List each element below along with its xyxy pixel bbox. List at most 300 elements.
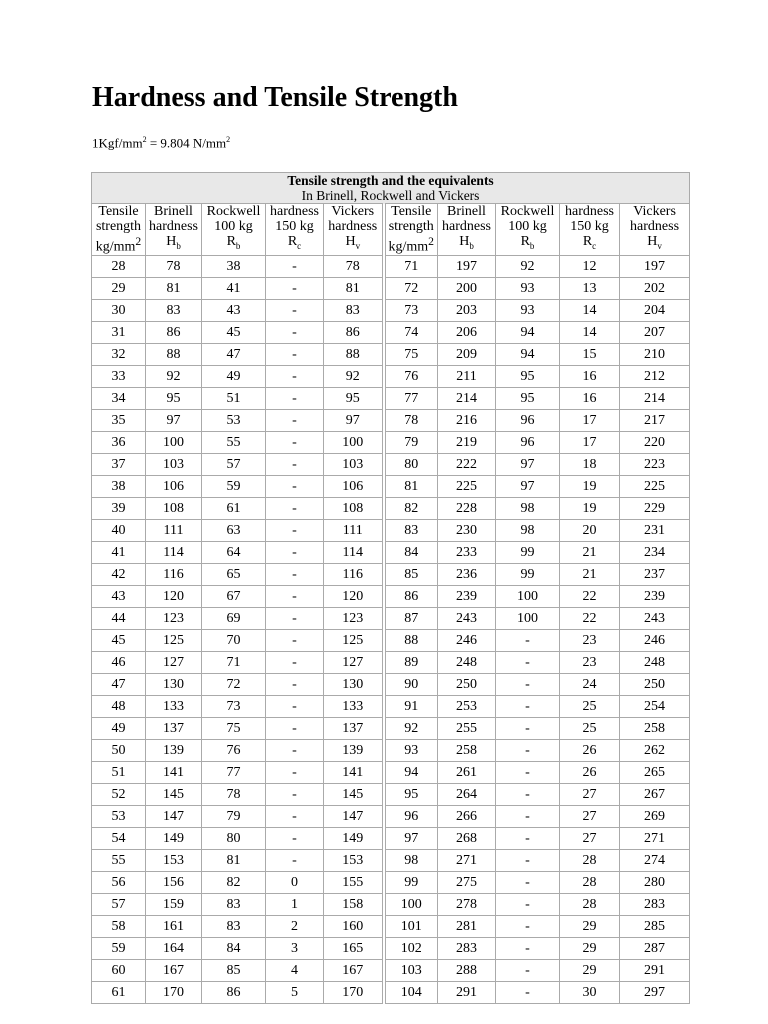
table-cell: 3 [266, 937, 324, 959]
symbol-subscript: b [235, 241, 241, 252]
table-cell: 92 [384, 717, 438, 739]
table-cell: - [266, 717, 324, 739]
table-row [92, 805, 690, 827]
table-cell: 88 [146, 343, 202, 365]
table-cell: 94 [496, 321, 560, 343]
table-cell: 89 [384, 651, 438, 673]
table-cell: 246 [438, 629, 496, 651]
table-row [92, 541, 690, 563]
column-header-line-1: Brinell [447, 204, 486, 220]
table-cell: 159 [146, 893, 202, 915]
table-cell: 127 [146, 651, 202, 673]
table-row [92, 431, 690, 453]
column-header [438, 204, 496, 256]
table-cell: 204 [620, 299, 690, 321]
column-header-line-1: Tensile [98, 204, 139, 219]
table-cell: 116 [146, 563, 202, 585]
table-cell: 86 [146, 321, 202, 343]
table-cell: 19 [560, 497, 620, 519]
table-cell: 145 [146, 783, 202, 805]
column-header [620, 204, 690, 256]
column-header-symbol [438, 234, 495, 254]
table-row [92, 475, 690, 497]
table-cell: 73 [202, 695, 266, 717]
table-row [92, 849, 690, 871]
table-cell: 45 [202, 321, 266, 343]
table-cell: 87 [384, 607, 438, 629]
symbol-subscript: c [592, 241, 597, 252]
table-cell: 5 [266, 981, 324, 1003]
table-row [92, 937, 690, 959]
column-header-line-2: hardness [630, 219, 680, 235]
table-cell: 243 [438, 607, 496, 629]
table-cell: 214 [438, 387, 496, 409]
column-header-symbol [386, 234, 438, 255]
table-cell: 59 [202, 475, 266, 497]
table-cell: 120 [146, 585, 202, 607]
table-cell: 41 [202, 277, 266, 299]
table-row [92, 365, 690, 387]
table-cell: 34 [92, 387, 146, 409]
table-cell: 57 [202, 453, 266, 475]
table-row [92, 585, 690, 607]
table-cell: 93 [496, 299, 560, 321]
column-header [266, 204, 324, 256]
table-cell: - [496, 805, 560, 827]
table-cell: - [496, 673, 560, 695]
table-cell: 38 [92, 475, 146, 497]
table-cell: 250 [438, 673, 496, 695]
table-cell: 81 [202, 849, 266, 871]
table-cell: 170 [324, 981, 384, 1003]
symbol-subscript: b [529, 241, 535, 252]
table-cell: - [266, 783, 324, 805]
table-cell: 212 [620, 365, 690, 387]
table-cell: 82 [202, 871, 266, 893]
table-cell: 95 [324, 387, 384, 409]
table-cell: 80 [384, 453, 438, 475]
table-cell: 253 [438, 695, 496, 717]
table-cell: 67 [202, 585, 266, 607]
table-row [92, 717, 690, 739]
symbol-subscript: c [297, 241, 302, 252]
table-cell: 261 [438, 761, 496, 783]
table-cell: 59 [92, 937, 146, 959]
table-cell: 83 [324, 299, 384, 321]
column-header-symbol [496, 234, 559, 254]
table-cell: 100 [384, 893, 438, 915]
table-cell: 123 [324, 607, 384, 629]
conversion-lhs: 1Kgf/mm [92, 135, 143, 151]
table-cell: 80 [202, 827, 266, 849]
table-cell: 49 [92, 717, 146, 739]
column-header-line-2: strength [388, 219, 434, 234]
table-cell: 158 [324, 893, 384, 915]
table-cell: 20 [560, 519, 620, 541]
table-cell: 29 [560, 915, 620, 937]
table-cell: 28 [92, 255, 146, 277]
table-cell: 74 [384, 321, 438, 343]
table-cell: 90 [384, 673, 438, 695]
column-header-symbol [202, 234, 265, 254]
table-cell: - [496, 695, 560, 717]
table-cell: 108 [146, 497, 202, 519]
table-cell: 214 [620, 387, 690, 409]
table-row [92, 871, 690, 893]
table-cell: 99 [384, 871, 438, 893]
table-cell: - [496, 981, 560, 1003]
table-cell: - [266, 475, 324, 497]
conversion-exponent-2: 2 [226, 135, 231, 144]
table-cell: 287 [620, 937, 690, 959]
table-cell: 27 [560, 827, 620, 849]
table-cell: - [266, 519, 324, 541]
table-cell: 255 [438, 717, 496, 739]
table-cell: 106 [324, 475, 384, 497]
table-cell: - [266, 563, 324, 585]
table-cell: 29 [92, 277, 146, 299]
table-cell: 95 [146, 387, 202, 409]
table-cell: 100 [146, 431, 202, 453]
column-header-symbol [620, 234, 689, 254]
table-cell: 283 [620, 893, 690, 915]
table-cell: 31 [92, 321, 146, 343]
table-cell: 51 [202, 387, 266, 409]
column-header [384, 204, 438, 256]
table-cell: 37 [92, 453, 146, 475]
table-cell: 170 [146, 981, 202, 1003]
column-header-line-2: hardness [328, 219, 378, 235]
table-row [92, 277, 690, 299]
table-cell: 106 [146, 475, 202, 497]
table-cell: 94 [384, 761, 438, 783]
table-cell: - [496, 871, 560, 893]
table-cell: 57 [92, 893, 146, 915]
table-cell: 28 [560, 849, 620, 871]
table-cell: 47 [202, 343, 266, 365]
table-cell: - [496, 937, 560, 959]
table-cell: 229 [620, 497, 690, 519]
table-cell: 104 [384, 981, 438, 1003]
table-cell: 47 [92, 673, 146, 695]
table-cell: 35 [92, 409, 146, 431]
table-cell: 283 [438, 937, 496, 959]
table-cell: 42 [92, 563, 146, 585]
table-cell: 266 [438, 805, 496, 827]
table-cell: 156 [146, 871, 202, 893]
table-cell: 200 [438, 277, 496, 299]
table-cell: 56 [92, 871, 146, 893]
table-cell: 95 [384, 783, 438, 805]
table-cell: 127 [324, 651, 384, 673]
table-cell: 228 [438, 497, 496, 519]
table-cell: - [266, 585, 324, 607]
table-cell: 83 [202, 893, 266, 915]
table-cell: 91 [384, 695, 438, 717]
table-cell: - [266, 629, 324, 651]
table-cell: - [496, 761, 560, 783]
table-cell: 76 [384, 365, 438, 387]
column-header-line-1: hardness [565, 204, 614, 220]
table-cell: 223 [620, 453, 690, 475]
table-cell: 145 [324, 783, 384, 805]
table-cell: 153 [146, 849, 202, 871]
table-cell: 79 [202, 805, 266, 827]
table-row [92, 915, 690, 937]
table-cell: 26 [560, 739, 620, 761]
table-cell: - [266, 343, 324, 365]
table-row [92, 959, 690, 981]
table-cell: 55 [202, 431, 266, 453]
table-cell: 216 [438, 409, 496, 431]
column-header [92, 204, 146, 256]
table-cell: 94 [496, 343, 560, 365]
table-cell: 81 [384, 475, 438, 497]
table-cell: 103 [324, 453, 384, 475]
table-cell: 30 [92, 299, 146, 321]
table-cell: 237 [620, 563, 690, 585]
table-cell: 100 [496, 607, 560, 629]
table-cell: 28 [560, 893, 620, 915]
table-cell: 269 [620, 805, 690, 827]
table-cell: 26 [560, 761, 620, 783]
table-row [92, 695, 690, 717]
table-cell: 51 [92, 761, 146, 783]
table-cell: 153 [324, 849, 384, 871]
table-cell: 85 [384, 563, 438, 585]
table-cell: 108 [324, 497, 384, 519]
table-cell: 22 [560, 607, 620, 629]
table-cell: 161 [146, 915, 202, 937]
table-cell: 18 [560, 453, 620, 475]
table-cell: 231 [620, 519, 690, 541]
column-header-line-2: hardness [149, 219, 198, 235]
symbol-subscript: b [469, 241, 474, 252]
table-cell: - [496, 959, 560, 981]
table-cell: 53 [202, 409, 266, 431]
table-cell: 86 [324, 321, 384, 343]
table-cell: 43 [202, 299, 266, 321]
table-cell: 125 [146, 629, 202, 651]
table-cell: 60 [92, 959, 146, 981]
table-cell: 271 [438, 849, 496, 871]
table-cell: 236 [438, 563, 496, 585]
table-cell: 125 [324, 629, 384, 651]
table-header-row [92, 204, 690, 256]
table-cell: 96 [384, 805, 438, 827]
table-cell: 21 [560, 541, 620, 563]
table-cell: 262 [620, 739, 690, 761]
table-cell: 53 [92, 805, 146, 827]
table-cell: 25 [560, 695, 620, 717]
table-cell: - [266, 299, 324, 321]
table-cell: 83 [146, 299, 202, 321]
table-cell: 92 [146, 365, 202, 387]
column-header-line-1: Vickers [633, 204, 676, 220]
table-cell: 139 [324, 739, 384, 761]
column-header [560, 204, 620, 256]
table-cell: 86 [384, 585, 438, 607]
table-cell: 147 [146, 805, 202, 827]
table-cell: 29 [560, 959, 620, 981]
table-cell: 70 [202, 629, 266, 651]
symbol-base: H [459, 234, 470, 250]
table-cell: 78 [384, 409, 438, 431]
table-cell: - [266, 849, 324, 871]
table-cell: 99 [496, 563, 560, 585]
symbol-subscript: b [176, 241, 181, 252]
table-cell: - [266, 739, 324, 761]
table-row [92, 497, 690, 519]
table-cell: 278 [438, 893, 496, 915]
unit-conversion-note [92, 135, 230, 151]
table-cell: 111 [146, 519, 202, 541]
table-cell: 30 [560, 981, 620, 1003]
table-cell: - [496, 783, 560, 805]
column-header [324, 204, 384, 256]
table-row [92, 761, 690, 783]
table-cell: 202 [620, 277, 690, 299]
table-cell: 4 [266, 959, 324, 981]
table-cell: 71 [384, 255, 438, 277]
table-row [92, 827, 690, 849]
table-cell: 96 [496, 409, 560, 431]
table-cell: 116 [324, 563, 384, 585]
table-cell: 14 [560, 321, 620, 343]
table-cell: 297 [620, 981, 690, 1003]
table-cell: 28 [560, 871, 620, 893]
table-cell: 246 [620, 629, 690, 651]
symbol-base: R [520, 234, 530, 250]
table-cell: 84 [384, 541, 438, 563]
table-cell: 265 [620, 761, 690, 783]
table-cell: 147 [324, 805, 384, 827]
column-header-line-2: 150 kg [275, 219, 314, 235]
table-cell: 46 [92, 651, 146, 673]
table-cell: 98 [496, 497, 560, 519]
symbol-base: H [345, 234, 356, 250]
table-cell: 72 [384, 277, 438, 299]
table-row [92, 783, 690, 805]
table-cell: - [266, 761, 324, 783]
table-cell: 274 [620, 849, 690, 871]
hardness-table [91, 172, 690, 1004]
table-cell: 281 [438, 915, 496, 937]
table-cell: 130 [146, 673, 202, 695]
column-header-line-2: strength [95, 219, 142, 234]
page-title: Hardness and Tensile Strength [92, 82, 458, 113]
symbol-superscript: 2 [135, 235, 142, 248]
table-cell: 54 [92, 827, 146, 849]
table-cell: 210 [620, 343, 690, 365]
table-cell: 133 [146, 695, 202, 717]
symbol-base: R [287, 234, 298, 250]
table-cell: 86 [202, 981, 266, 1003]
column-header-line-1: Tensile [391, 204, 432, 219]
table-cell: - [496, 651, 560, 673]
table-cell: 41 [92, 541, 146, 563]
table-cell: 17 [560, 431, 620, 453]
table-cell: 27 [560, 783, 620, 805]
symbol-base: R [582, 234, 593, 250]
table-cell: 81 [146, 277, 202, 299]
table-cell: 76 [202, 739, 266, 761]
table-cell: 32 [92, 343, 146, 365]
table-cell: 29 [560, 937, 620, 959]
table-cell: - [496, 629, 560, 651]
table-cell: 43 [92, 585, 146, 607]
table-cell: 97 [496, 453, 560, 475]
table-row [92, 387, 690, 409]
table-cell: 93 [496, 277, 560, 299]
column-header-line-2: 100 kg [214, 219, 253, 235]
table-cell: 92 [496, 255, 560, 277]
table-cell: 55 [92, 849, 146, 871]
table-cell: 206 [438, 321, 496, 343]
table-cell: 64 [202, 541, 266, 563]
table-cell: 79 [384, 431, 438, 453]
table-cell: 13 [560, 277, 620, 299]
table-cell: 36 [92, 431, 146, 453]
table-cell: 114 [324, 541, 384, 563]
table-cell: 264 [438, 783, 496, 805]
table-row [92, 255, 690, 277]
table-cell: 17 [560, 409, 620, 431]
table-cell: 258 [620, 717, 690, 739]
table-cell: 268 [438, 827, 496, 849]
table-cell: 197 [620, 255, 690, 277]
table-cell: 40 [92, 519, 146, 541]
table-cell: 84 [202, 937, 266, 959]
table-cell: - [496, 739, 560, 761]
table-cell: 149 [324, 827, 384, 849]
table-cell: 285 [620, 915, 690, 937]
table-cell: 234 [620, 541, 690, 563]
table-cell: 98 [496, 519, 560, 541]
table-cell: 149 [146, 827, 202, 849]
table-cell: 72 [202, 673, 266, 695]
table-row [92, 519, 690, 541]
table-cell: 78 [146, 255, 202, 277]
table-cell: 97 [384, 827, 438, 849]
table-cell: 85 [202, 959, 266, 981]
table-cell: 139 [146, 739, 202, 761]
table-cell: 95 [496, 365, 560, 387]
table-row [92, 739, 690, 761]
column-header-line-2: 150 kg [570, 219, 609, 235]
table-cell: - [266, 387, 324, 409]
symbol-base: H [166, 234, 177, 250]
table-caption [92, 173, 690, 204]
table-cell: - [266, 607, 324, 629]
table-cell: 248 [438, 651, 496, 673]
table-row [92, 409, 690, 431]
table-cell: 73 [384, 299, 438, 321]
table-cell: 203 [438, 299, 496, 321]
column-header-line-1: Rockwell [500, 204, 555, 220]
column-header-symbol [266, 234, 323, 254]
column-header-line-1: hardness [270, 204, 319, 220]
table-cell: 239 [620, 585, 690, 607]
table-cell: 167 [146, 959, 202, 981]
table-cell: 93 [384, 739, 438, 761]
table-row [92, 651, 690, 673]
table-cell: 267 [620, 783, 690, 805]
table-cell: 100 [496, 585, 560, 607]
table-cell: 291 [620, 959, 690, 981]
table-cell: 69 [202, 607, 266, 629]
table-cell: 83 [202, 915, 266, 937]
